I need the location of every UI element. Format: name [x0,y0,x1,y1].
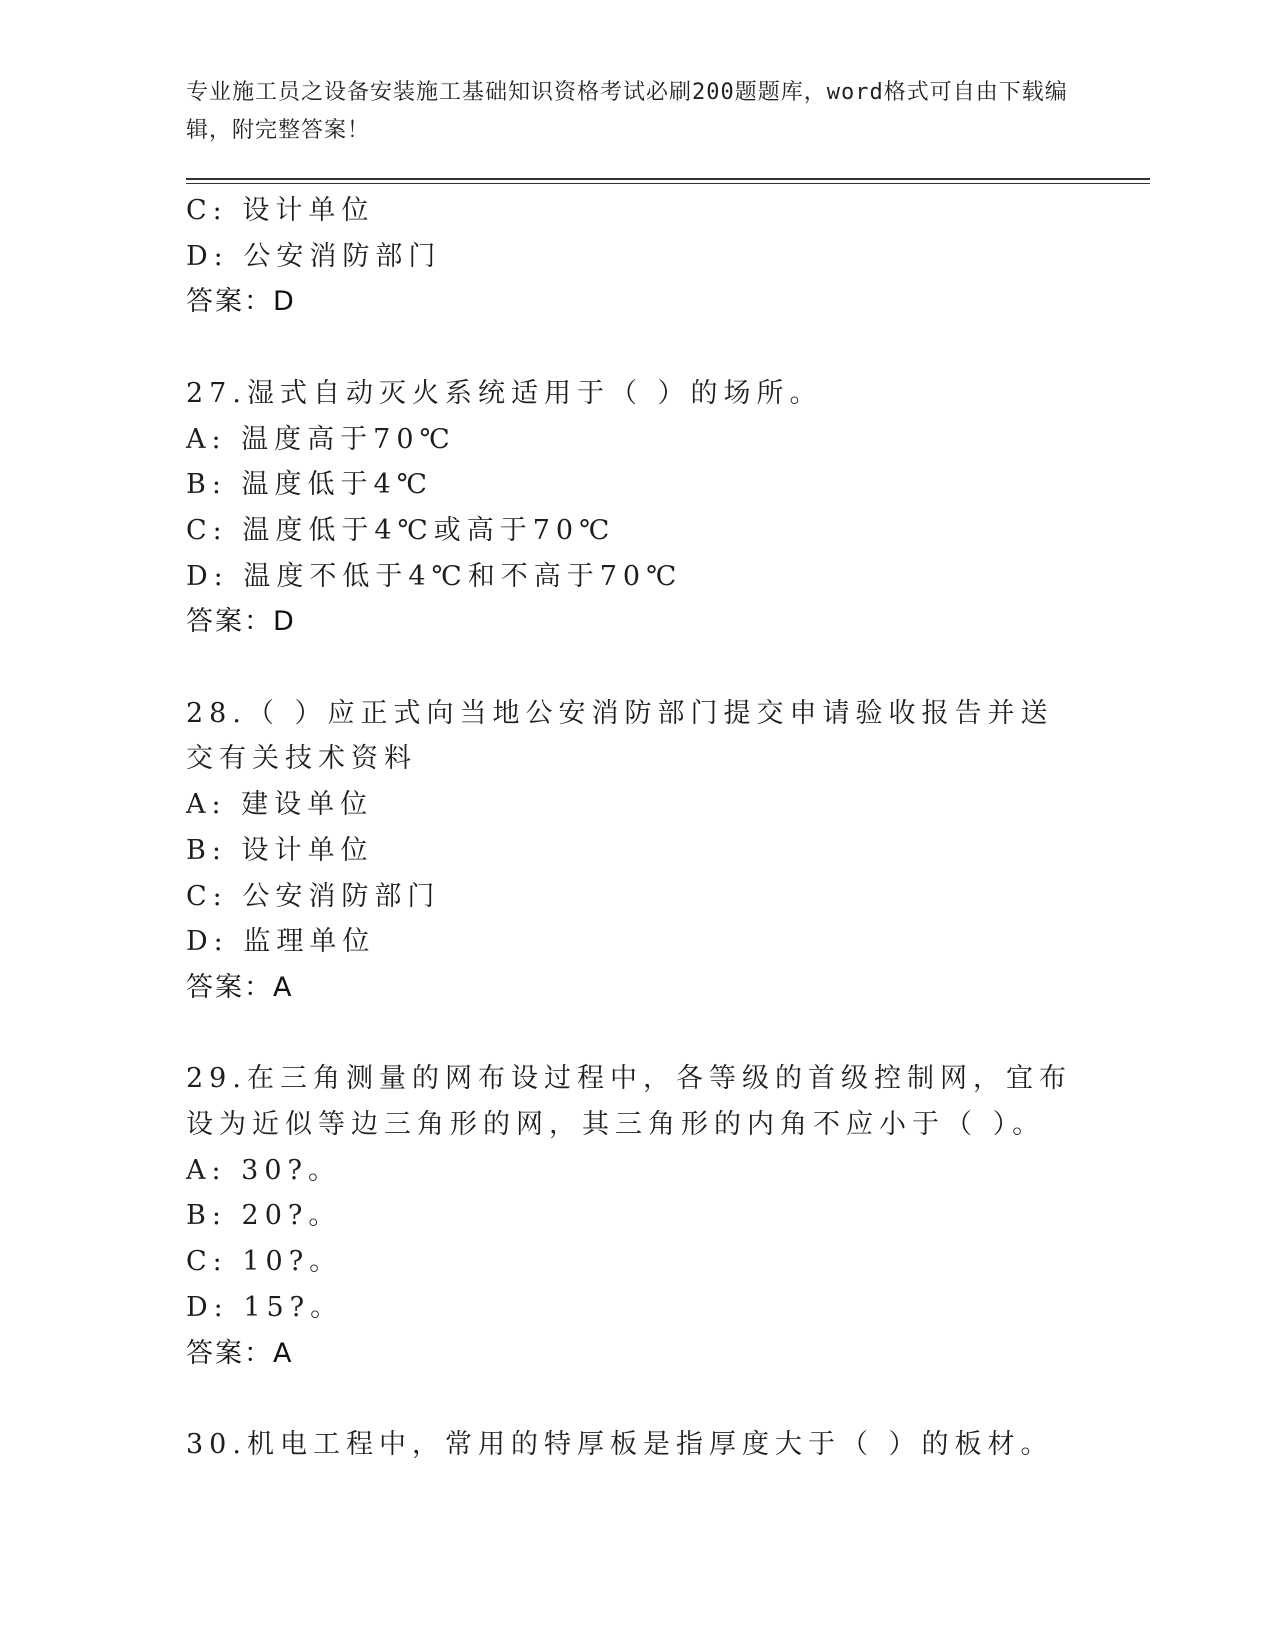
question-stem: 27.湿式自动灭火系统适用于（ ）的场所。 [186,377,823,409]
option-c: C: 公安消防部门 [186,880,441,912]
option-d: D: 监理单位 [186,926,376,958]
option-c: C: 设计单位 [186,195,375,226]
option-a: A: 温度高于70℃ [186,423,456,455]
question-stem: 28.（ ）应正式向当地公安消防部门提交申请验收报告并送交有关技术资料 [186,697,1054,775]
question-stem: 30.机电工程中，常用的特厚板是指厚度大于（ ）的板材。 [186,1428,1054,1460]
option-d: D: 温度不低于4℃和不高于70℃ [186,560,683,592]
answer-line: 答案：D [186,606,296,638]
option-d: D: 15?。 [186,1291,344,1323]
question-block-29 [186,1056,1086,1376]
question-stem: 29.在三角测量的网布设过程中，各等级的首级控制网，宜布设为近似等边三角形的网，其三角形的内角不应小于（ ）。 [186,1063,1072,1141]
question-block-28 [186,691,1086,1011]
question-list [186,188,1086,1468]
option-c: C: 10?。 [186,1246,343,1278]
answer-line: 答案：D [186,286,296,318]
answer-line: 答案：A [186,1337,294,1369]
option-d: D: 公安消防部门 [186,240,442,272]
option-b: B: 设计单位 [186,834,374,866]
option-c: C: 温度低于4℃或高于70℃ [186,514,616,546]
question-block-30 [186,1422,1086,1468]
option-b: B: 20?。 [186,1200,342,1232]
option-a: A: 30?。 [186,1154,342,1186]
document-header: 专业施工员之设备安装施工基础知识资格考试必刷200题题库，word格式可自由下载编辑，附完整答案！ [186,80,1068,143]
header-rule-thick [186,178,1150,180]
question-block-partial [186,188,1086,325]
option-b: B: 温度低于4℃ [186,469,433,501]
answer-line: 答案：A [186,971,294,1003]
header-rule-thin [186,183,1150,184]
option-a: A: 建设单位 [186,789,374,821]
question-block-27 [186,371,1086,645]
